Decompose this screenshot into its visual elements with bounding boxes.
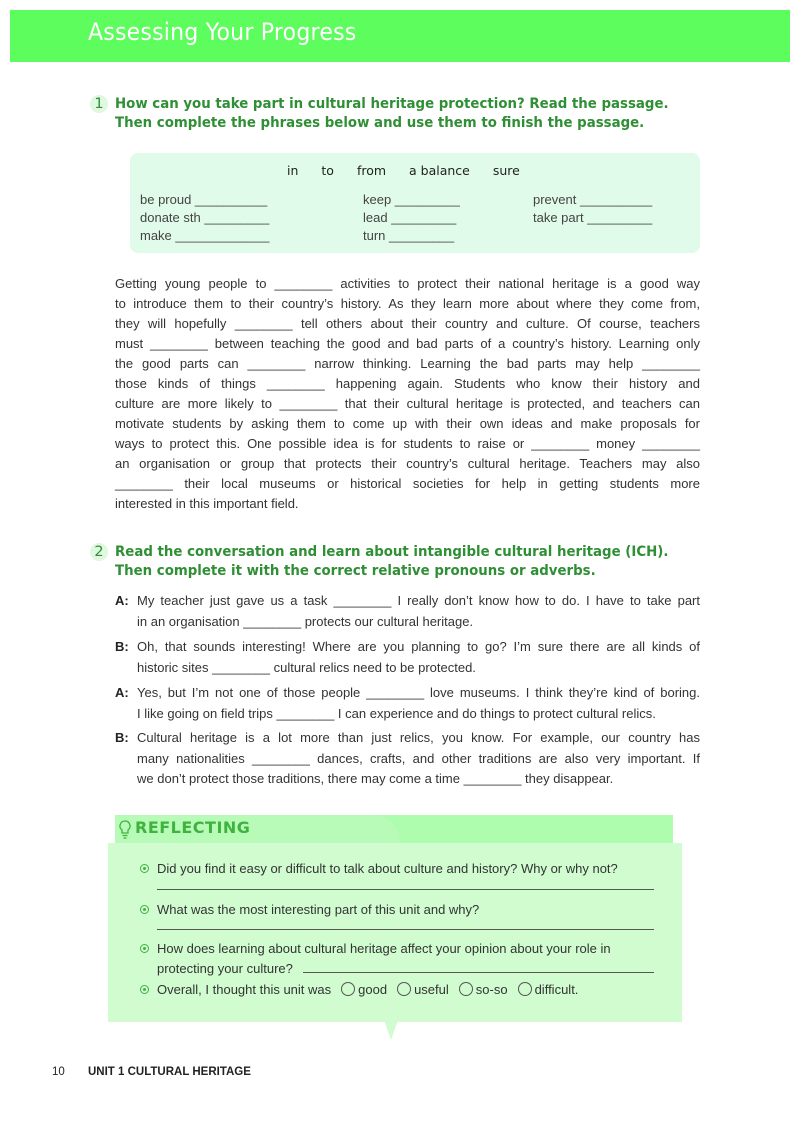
dialogue-line: Oh, that sounds interesting! Where are you planning to go? I’m sure there are all kinds of xyxy=(137,639,700,654)
word: a balance xyxy=(409,163,470,178)
word: in xyxy=(287,163,299,178)
reflection-question xyxy=(140,939,611,979)
phrase-column xyxy=(363,191,460,245)
answer-line[interactable] xyxy=(157,929,654,930)
option-label: good xyxy=(358,982,388,997)
option-label: difficult. xyxy=(534,982,579,997)
passage-line: an organisation or group that protects their country’s cultural heritage. Teachers may also xyxy=(115,456,700,471)
passage-line: motivate students by asking them to come up with their own ideas and make proposals for xyxy=(115,416,700,431)
question-1-heading xyxy=(90,95,717,133)
phrase-column xyxy=(140,191,269,245)
dialogue-turn xyxy=(115,683,700,724)
page-title: Assessing Your Progress xyxy=(88,18,357,46)
question-number: 2 xyxy=(90,543,108,561)
word-bank xyxy=(287,163,539,178)
bullet-icon xyxy=(140,985,149,994)
phrase-column xyxy=(533,191,652,227)
question-text: What was the most interesting part of this unit and why? xyxy=(157,902,480,917)
phrase: turn _________ xyxy=(363,228,455,243)
passage-line: ________ their local museums or historical societies for help in getting students more xyxy=(115,476,700,491)
question-text: Then complete it with the correct relative pronouns or adverbs. xyxy=(115,563,596,579)
question-text: protecting your culture? xyxy=(157,961,293,976)
passage-line: interested in this important field. xyxy=(115,496,299,511)
speaker-label: A: xyxy=(115,593,129,608)
speaker-label: B: xyxy=(115,730,129,745)
reflection-question xyxy=(140,859,618,879)
answer-line[interactable] xyxy=(157,889,654,890)
dialogue-turn xyxy=(115,728,700,790)
option-label: so-so xyxy=(475,982,508,997)
question-2-heading xyxy=(90,543,717,581)
passage-line: culture are more likely to ________ that their cultural heritage is protected, and teachers can xyxy=(115,396,700,411)
passage-line: Getting young people to ________ activities to protect their national heritage is a good way xyxy=(115,276,700,291)
answer-line[interactable] xyxy=(303,972,654,973)
passage-line: to introduce them to their country’s history. As they learn more about where they come from, xyxy=(115,296,700,311)
word: from xyxy=(356,163,387,178)
passage-line: they will hopefully ________ tell others about their country and culture. Of course, teachers xyxy=(115,316,700,331)
phrase: prevent __________ xyxy=(533,192,653,207)
passage-line: those kinds of things ________ happening again. Students who know their history and xyxy=(115,376,700,391)
bullet-icon xyxy=(140,864,149,873)
dialogue-line: many nationalities ________ dances, crafts, and other traditions are also very important. If xyxy=(137,750,700,766)
lightbulb-icon xyxy=(119,820,131,840)
question-text: How can you take part in cultural heritage protection? Read the passage. xyxy=(115,96,669,112)
phrase: take part _________ xyxy=(533,210,653,225)
header-banner xyxy=(10,10,790,62)
word: sure xyxy=(492,163,520,178)
passage-line: the good parts can ________ narrow thinking. Learning the bad parts may help ________ xyxy=(115,356,700,371)
phrase: keep _________ xyxy=(363,192,460,207)
dialogue-line: historic sites ________ cultural relics need to be protected. xyxy=(137,659,476,675)
radio-so-so[interactable] xyxy=(459,982,473,996)
decorative-notch xyxy=(384,1020,398,1040)
unit-label: UNIT 1 CULTURAL HERITAGE xyxy=(88,1066,251,1078)
radio-difficult[interactable] xyxy=(518,982,532,996)
reflection-rating xyxy=(140,980,578,1000)
dialogue-line: My teacher just gave us a task ________ I really don’t know how to do. I have to take part xyxy=(137,593,700,608)
dialogue-line: we don’t protect those traditions, there may come a time ________ they disappear. xyxy=(137,771,614,786)
reflecting-header xyxy=(115,815,673,843)
dialogue-line: Cultural heritage is a lot more than just relics, you know. For example, our country has xyxy=(137,730,700,745)
dialogue-turn xyxy=(115,591,700,632)
phrase: donate sth _________ xyxy=(140,210,270,225)
phrase: lead _________ xyxy=(363,210,457,225)
question-text: Then complete the phrases below and use them to finish the passage. xyxy=(115,115,645,131)
bullet-icon xyxy=(140,905,149,914)
question-text: How does learning about cultural heritage affect your opinion about your role in xyxy=(157,941,611,956)
question-text: Read the conversation and learn about intangible cultural heritage (ICH). xyxy=(115,544,669,560)
reflection-question xyxy=(140,900,479,920)
dialogue-line: I like going on field trips ________ I can experience and do things to protect cultural relics. xyxy=(137,705,656,721)
reflecting-title: REFLECTING xyxy=(135,818,251,837)
speaker-label: A: xyxy=(115,685,129,700)
option-label: useful xyxy=(414,982,449,997)
radio-useful[interactable] xyxy=(397,982,411,996)
word-bank-box xyxy=(130,153,700,253)
phrase: be proud __________ xyxy=(140,192,268,207)
bullet-icon xyxy=(140,944,149,953)
speaker-label: B: xyxy=(115,639,129,654)
passage-line: ways to protect this. One possible idea is for students to raise or ________ money ________ xyxy=(115,436,700,451)
question-text: Overall, I thought this unit was xyxy=(157,982,332,997)
dialogue-line: Yes, but I’m not one of those people ________ love museums. I think they’re kind of boring. xyxy=(137,685,700,700)
radio-good[interactable] xyxy=(341,982,355,996)
page-number: 10 xyxy=(52,1066,65,1078)
word: to xyxy=(321,163,334,178)
dialogue-turn xyxy=(115,637,700,678)
passage-line: must ________ between teaching the good and bad parts of a country’s history. Learning only xyxy=(115,336,700,351)
phrase: make _____________ xyxy=(140,228,270,243)
passage xyxy=(115,274,700,514)
question-number: 1 xyxy=(90,95,108,113)
question-text: Did you find it easy or difficult to talk about culture and history? Why or why not? xyxy=(157,861,618,876)
dialogue-line: in an organisation ________ protects our cultural heritage. xyxy=(137,613,474,629)
